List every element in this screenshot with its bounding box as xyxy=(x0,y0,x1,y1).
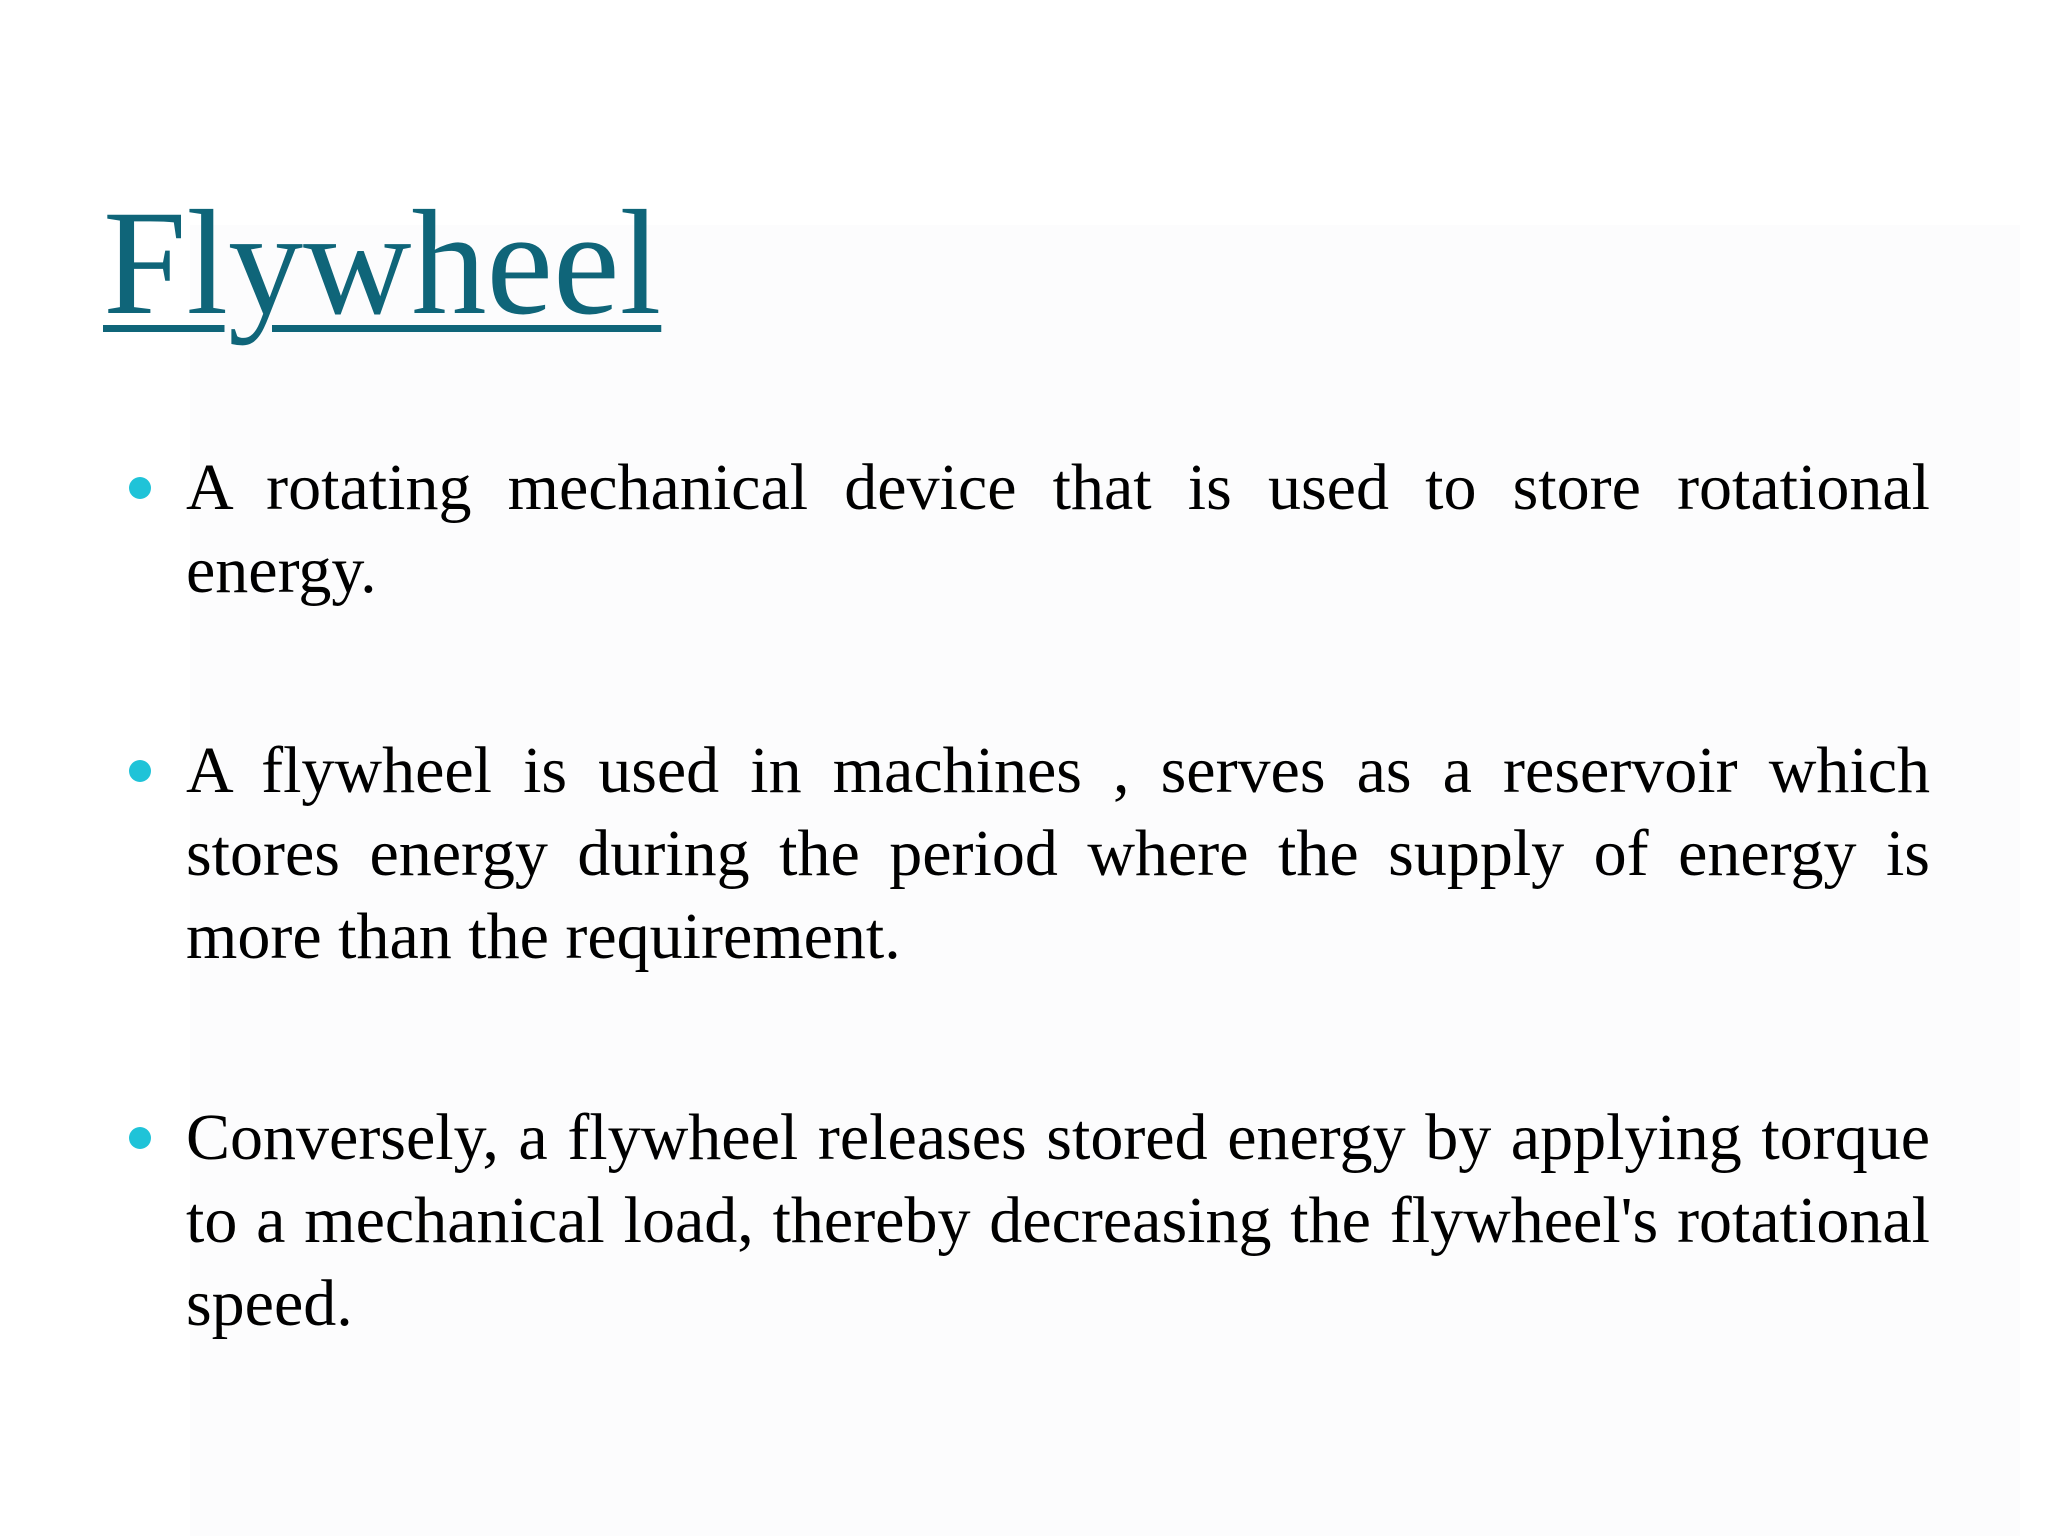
bullet-dot-icon xyxy=(129,1127,151,1149)
bullet-item xyxy=(186,729,1930,978)
bullet-text: A flywheel is used in machines , serves as a reservoir which stores energy during the period where the supply of energy is more than the requirement. xyxy=(186,734,1930,973)
bullet-dot-icon xyxy=(129,477,151,499)
slide-title: Flywheel xyxy=(103,180,662,346)
bullet-item xyxy=(186,1096,1930,1345)
bullet-text: A rotating mechanical device that is used to store rotational energy. xyxy=(186,451,1930,607)
bullet-text: Conversely, a flywheel releases stored energy by applying torque to a mechanical load, thereby decreasing the flywheel's rotational speed. xyxy=(186,1101,1930,1340)
bullet-dot-icon xyxy=(129,760,151,782)
bullet-item xyxy=(186,446,1930,612)
